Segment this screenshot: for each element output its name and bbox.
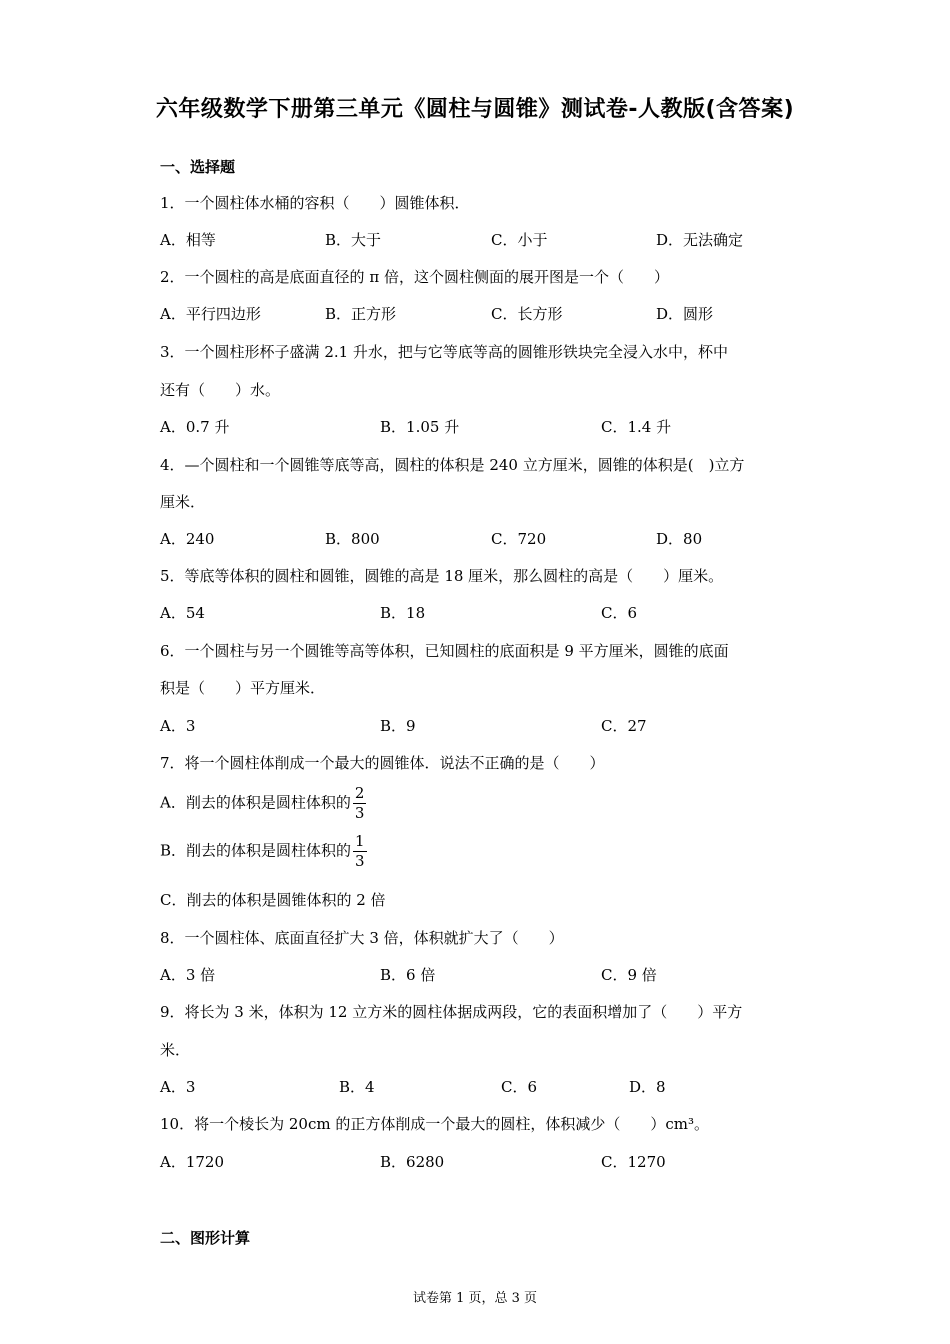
q1-option-b: B．大于 xyxy=(325,231,382,249)
page-title: 六年级数学下册第三单元《圆柱与圆锥》测试卷-人教版(含答案) xyxy=(155,97,795,122)
q8-option-b: B．6 倍 xyxy=(380,966,436,984)
q10-option-c: C．1270 xyxy=(601,1153,666,1171)
q7-option-a-text: A．削去的体积是圆柱体积的 xyxy=(160,793,351,812)
question-3-line-2: 还有（ ）水。 xyxy=(160,381,281,399)
section-heading-figure-calc: 二、图形计算 xyxy=(160,1229,251,1247)
fraction-one-third xyxy=(353,834,367,869)
question-9-line-2: 米． xyxy=(160,1041,191,1059)
q9-option-c: C．6 xyxy=(501,1078,538,1096)
q7-option-b-text: B．削去的体积是圆柱体积的 xyxy=(160,841,352,860)
question-6-line-1: 6．一个圆柱与另一个圆锥等高等体积，已知圆柱的底面积是 9 平方厘米，圆锥的底面 xyxy=(160,642,729,660)
q6-option-b: B．9 xyxy=(380,717,416,735)
question-5-text: 5．等底等体积的圆柱和圆锥，圆锥的高是 18 厘米，那么圆柱的高是（ ）厘米。 xyxy=(160,567,724,585)
question-3-line-1: 3．一个圆柱形杯子盛满 2.1 升水，把与它等底等高的圆锥形铁块完全浸入水中，杯中 xyxy=(160,343,728,361)
section-heading-choice: 一、选择题 xyxy=(160,158,236,176)
q7-option-a xyxy=(160,786,366,821)
q8-option-c: C．9 倍 xyxy=(601,966,657,984)
q5-option-b: B．18 xyxy=(380,604,426,622)
q9-option-d: D．8 xyxy=(629,1078,666,1096)
q2-option-d: D．圆形 xyxy=(656,305,714,323)
fraction-denominator: 3 xyxy=(355,852,365,870)
fraction-numerator: 2 xyxy=(354,784,365,802)
question-4-line-1: 4．—个圆柱和一个圆锥等底等高，圆柱的体积是 240 立方厘米，圆锥的体积是( )立方 xyxy=(160,456,745,474)
q3-option-c: C．1.4 升 xyxy=(601,418,672,436)
q7-option-b xyxy=(160,834,367,869)
q2-option-a: A．平行四边形 xyxy=(160,305,261,323)
question-2-text: 2．一个圆柱的高是底面直径的 π 倍，这个圆柱侧面的展开图是一个（ ） xyxy=(160,268,669,286)
q4-option-a: A．240 xyxy=(160,530,215,548)
fraction-two-thirds xyxy=(353,786,367,821)
q3-option-b: B．1.05 升 xyxy=(380,418,460,436)
q1-option-c: C．小于 xyxy=(491,231,548,249)
fraction-numerator: 1 xyxy=(355,832,365,850)
fraction-denominator: 3 xyxy=(354,804,365,822)
q6-option-c: C．27 xyxy=(601,717,647,735)
q9-option-b: B．4 xyxy=(339,1078,375,1096)
q6-option-a: A．3 xyxy=(160,717,196,735)
question-9-line-1: 9．将长为 3 米，体积为 12 立方米的圆柱体据成两段，它的表面积增加了（ ）平方 xyxy=(160,1003,743,1021)
question-1-text: 1．一个圆柱体水桶的容积（ ）圆锥体积． xyxy=(160,194,470,212)
q1-option-a: A．相等 xyxy=(160,231,216,249)
q8-option-a: A．3 倍 xyxy=(160,966,216,984)
question-6-line-2: 积是（ ）平方厘米． xyxy=(160,679,326,697)
q5-option-a: A．54 xyxy=(160,604,205,622)
q4-option-b: B．800 xyxy=(325,530,380,548)
q1-option-d: D．无法确定 xyxy=(656,231,744,249)
question-8-text: 8．一个圆柱体、底面直径扩大 3 倍，体积就扩大了（ ） xyxy=(160,929,564,947)
q10-option-b: B．6280 xyxy=(380,1153,445,1171)
q9-option-a: A．3 xyxy=(160,1078,196,1096)
q4-option-c: C．720 xyxy=(491,530,547,548)
q5-option-c: C．6 xyxy=(601,604,638,622)
q10-option-a: A．1720 xyxy=(160,1153,225,1171)
q7-option-c: C．削去的体积是圆锥体积的 2 倍 xyxy=(160,891,386,909)
q3-option-a: A．0.7 升 xyxy=(160,418,230,436)
question-4-line-2: 厘米． xyxy=(160,493,206,511)
q4-option-d: D．80 xyxy=(656,530,703,548)
q2-option-c: C．长方形 xyxy=(491,305,563,323)
question-7-text: 7．将一个圆柱体削成一个最大的圆锥体．说法不正确的是（ ） xyxy=(160,754,605,772)
page-footer: 试卷第 1 页，总 3 页 xyxy=(412,1291,538,1306)
question-10-text: 10．将一个棱长为 20cm 的正方体削成一个最大的圆柱，体积减少（ ）cm³。 xyxy=(160,1115,709,1133)
q2-option-b: B．正方形 xyxy=(325,305,397,323)
